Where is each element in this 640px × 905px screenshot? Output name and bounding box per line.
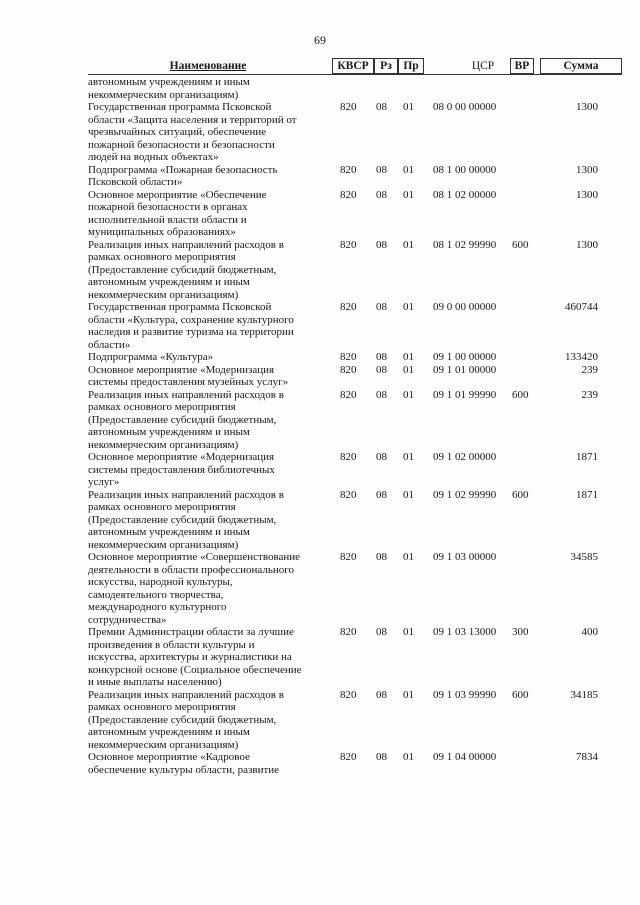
row-vr: 600 [512, 238, 529, 251]
row-rz: 08 [376, 363, 387, 376]
row-name: Реализация иных направлений расходов в рамках основного мероприятия (Предоставление субсидий бюджетным, автономным учреждениям и иным некоммерческим организациям) [88, 488, 284, 551]
row-csr: 08 0 00 00000 [433, 101, 497, 113]
row-kvsr: 820 [340, 751, 357, 763]
table-row [88, 101, 622, 164]
table-row [88, 164, 622, 189]
row-csr: 08 1 02 99990 [433, 238, 497, 251]
row-kvsr: 820 [340, 301, 357, 313]
row-csr: 09 1 01 99990 [433, 388, 497, 401]
header-pr: Пр [398, 58, 424, 74]
row-kvsr: 820 [340, 551, 357, 563]
row-sum: 1300 [576, 101, 598, 113]
row-rz: 08 [376, 351, 387, 363]
row-pr: 01 [403, 488, 414, 501]
row-rz: 08 [376, 188, 387, 201]
table-row [88, 364, 622, 389]
row-kvsr: 820 [340, 388, 357, 401]
row-kvsr: 820 [340, 351, 357, 363]
row-name: Государственная программа Псковской области «Защита населения и территорий от чрезвычайных ситуаций, обеспечение пожарной безопасности и безопасности людей на водных объектах» [88, 101, 297, 163]
row-rz: 08 [376, 551, 387, 563]
row-rz: 08 [376, 751, 387, 763]
table-row [88, 76, 622, 101]
table-row [88, 626, 622, 689]
row-csr: 09 1 01 00000 [433, 363, 497, 376]
row-kvsr: 820 [340, 363, 357, 376]
row-csr: 09 1 03 99990 [433, 688, 497, 701]
row-sum: 34185 [570, 688, 598, 701]
row-pr: 01 [403, 388, 414, 401]
row-csr: 09 1 02 00000 [433, 451, 497, 463]
row-kvsr: 820 [340, 238, 357, 251]
header-csr: ЦСР [471, 60, 495, 72]
table-row [88, 189, 622, 239]
row-pr: 01 [403, 626, 414, 638]
table-row [88, 301, 622, 351]
row-rz: 08 [376, 301, 387, 313]
row-name: Основное мероприятие «Совершенствование деятельности в области профессионального искусства, народной культуры, самодеятельного творчества, международного культурного сотрудничества» [88, 551, 301, 626]
row-rz: 08 [376, 451, 387, 463]
row-name: Реализация иных направлений расходов в рамках основного мероприятия (Предоставление субсидий бюджетным, автономным учреждениям и иным некоммерческим организациям) [88, 688, 284, 751]
row-name: Основное мероприятие «Кадровое обеспечение культуры области, развитие [88, 751, 280, 776]
table-row [88, 239, 622, 302]
row-vr: 600 [512, 688, 529, 701]
row-rz: 08 [376, 388, 387, 401]
header-name: Наименование [169, 60, 247, 72]
row-sum: 133420 [565, 351, 598, 363]
row-kvsr: 820 [340, 488, 357, 501]
row-pr: 01 [403, 163, 414, 176]
header-vr: ВР [510, 58, 534, 74]
row-sum: 239 [581, 388, 598, 401]
table-row [88, 551, 622, 626]
table-body [88, 76, 622, 776]
row-kvsr: 820 [340, 163, 357, 176]
row-rz: 08 [376, 163, 387, 176]
table-row [88, 451, 622, 489]
row-name: Основное мероприятие «Модернизация системы предоставления библиотечных услуг» [88, 451, 275, 488]
row-pr: 01 [403, 351, 414, 363]
row-csr: 09 1 03 00000 [433, 551, 497, 563]
row-name: Реализация иных направлений расходов в рамках основного мероприятия (Предоставление субсидий бюджетным, автономным учреждениям и иным некоммерческим организациям) [88, 388, 284, 451]
row-pr: 01 [403, 363, 414, 376]
row-name: Реализация иных направлений расходов в рамках основного мероприятия (Предоставление субсидий бюджетным, автономным учреждениям и иным некоммерческим организациям) [88, 238, 284, 301]
page-number: 69 [314, 33, 326, 47]
row-name: Подпрограмма «Пожарная безопасность Псковской области» [88, 163, 278, 188]
row-kvsr: 820 [340, 626, 357, 638]
row-pr: 01 [403, 688, 414, 701]
row-csr: 08 1 00 00000 [433, 163, 497, 176]
row-pr: 01 [403, 238, 414, 251]
row-sum: 1300 [576, 238, 598, 251]
table-header [88, 58, 622, 75]
row-csr: 09 1 04 00000 [433, 751, 497, 763]
row-sum: 1300 [576, 188, 598, 201]
row-rz: 08 [376, 101, 387, 113]
row-rz: 08 [376, 626, 387, 638]
table-row [88, 351, 622, 364]
row-pr: 01 [403, 101, 414, 113]
row-pr: 01 [403, 751, 414, 763]
table-row [88, 689, 622, 752]
row-pr: 01 [403, 451, 414, 463]
row-csr: 09 0 00 00000 [433, 301, 497, 313]
row-vr: 600 [512, 488, 529, 501]
row-name: Государственная программа Псковской области «Культура, сохранение культурного наследия и развитие туризма на территории области» [88, 301, 294, 351]
row-name: автономным учреждениям и иным некоммерческим организациям) [88, 76, 250, 101]
row-pr: 01 [403, 301, 414, 313]
row-sum: 1871 [576, 451, 598, 463]
row-csr: 09 1 00 00000 [433, 351, 497, 363]
table-row [88, 489, 622, 552]
row-rz: 08 [376, 238, 387, 251]
row-sum: 400 [581, 626, 598, 638]
row-csr: 09 1 03 13000 [433, 626, 497, 638]
row-pr: 01 [403, 188, 414, 201]
row-sum: 34585 [570, 551, 598, 563]
row-name: Премии Администрации области за лучшие произведения в области культуры и искусства, архитектуры и журналистики на конкурсной основе (Социальное обеспечение и иные выплаты населению) [88, 626, 302, 688]
row-pr: 01 [403, 551, 414, 563]
row-vr: 600 [512, 388, 529, 401]
row-sum: 239 [581, 363, 598, 376]
row-vr: 300 [512, 626, 529, 638]
header-kvsr: КВСР [332, 58, 374, 74]
row-kvsr: 820 [340, 188, 357, 201]
row-sum: 460744 [565, 301, 598, 313]
row-rz: 08 [376, 488, 387, 501]
row-sum: 1300 [576, 163, 598, 176]
row-sum: 1871 [576, 488, 598, 501]
header-sum: Сумма [540, 58, 622, 74]
row-name: Основное мероприятие «Модернизация системы предоставления музейных услуг» [88, 363, 289, 388]
row-name: Подпрограмма «Культура» [88, 351, 214, 363]
header-rz: Рз [374, 58, 398, 74]
table-row [88, 751, 622, 776]
row-kvsr: 820 [340, 451, 357, 463]
row-csr: 09 1 02 99990 [433, 488, 497, 501]
row-kvsr: 820 [340, 688, 357, 701]
row-name: Основное мероприятие «Обеспечение пожарной безопасности в органах исполнительной власти области и муниципальных образованиях» [88, 188, 267, 238]
table-row [88, 389, 622, 452]
row-sum: 7834 [576, 751, 598, 763]
row-rz: 08 [376, 688, 387, 701]
row-kvsr: 820 [340, 101, 357, 113]
row-csr: 08 1 02 00000 [433, 188, 497, 201]
